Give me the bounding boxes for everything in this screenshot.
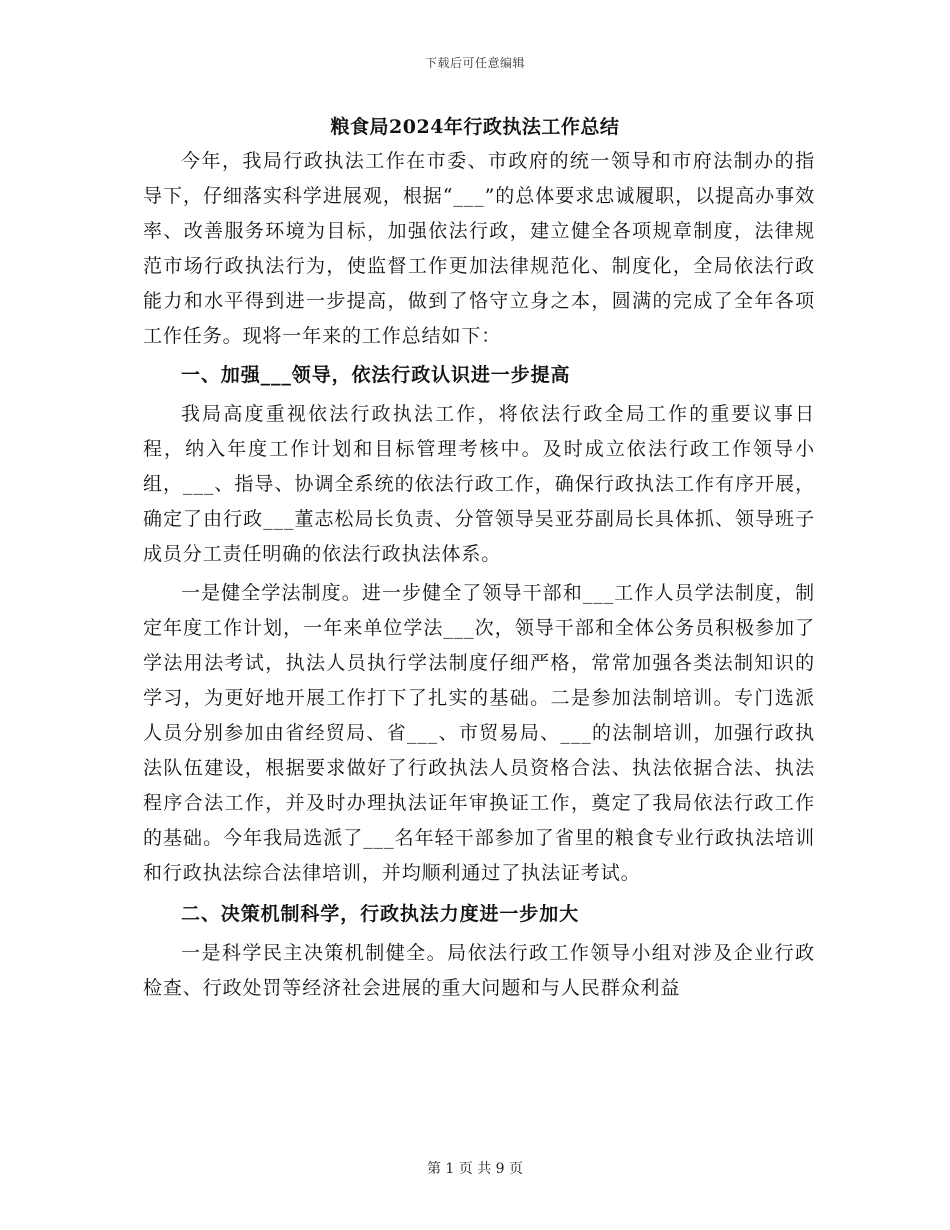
section-heading-2: 二、决策机制科学，行政执法力度进一步加大 <box>181 903 580 925</box>
section2-paragraph-1: 一是科学民主决策机制健全。局依法行政工作领导小组对涉及企业行政检查、行政处罚等经济社会进展的重大问题和与人民群众利益 <box>143 942 815 999</box>
section1-paragraph-2: 一是健全学法制度。进一步健全了领导干部和___工作人员学法制度，制定年度工作计划，一年来单位学法___次，领导干部和全体公务员积极参加了学法用法考试，执法人员执行学法制度仔细严格，常常加强各类法制知识的学习，为更好地开展工作打下了扎实的基础。二是参加法制培训。专门选派人员分别参加由省经贸局、省___、市贸易局、___的法制培训，加强行政执法队伍建设，根据要求做好了行政执法人员资格合法、执法依据合法、执法程序合法工作，并及时办理执法证年审换证工作，奠定了我局依法行政工作的基础。今年我局选派了___名年轻干部参加了省里的粮食专业行政执法培训和行政执法综合法律培训，并均顺利通过了执法证考试。 <box>143 582 815 884</box>
intro-paragraph: 今年，我局行政执法工作在市委、市政府的统一领导和市府法制办的指导下，仔细落实科学进展观，根据“___”的总体要求忠诚履职，以提高办事效率、改善服务环境为目标，加强依法行政，建立健全各项规章制度，法律规范市场行政执法行为，使监督工作更加法律规范化、制度化，全局依法行政能力和水平得到进一步提高，做到了恪守立身之本，圆满的完成了全年各项工作任务。现将一年来的工作总结如下： <box>143 150 815 347</box>
section1-paragraph-1: 我局高度重视依法行政执法工作，将依法行政全局工作的重要议事日程，纳入年度工作计划和目标管理考核中。及时成立依法行政工作领导小组，___、指导、协调全系统的依法行政工作，确保行政执法工作有序开展，确定了由行政___董志松局长负责、分管领导吴亚芬副局长具体抓、领导班子成员分工责任明确的依法行政执法体系。 <box>143 403 815 565</box>
document-title: 粮食局2024年行政执法工作总结 <box>330 116 620 138</box>
section-heading-1: 一、加强___领导，依法行政认识进一步提高 <box>181 364 571 386</box>
document-body <box>143 144 815 1006</box>
page-number: 第 1 页 共 9 页 <box>426 1161 524 1177</box>
header-note: 下载后可任意编辑 <box>424 56 525 70</box>
